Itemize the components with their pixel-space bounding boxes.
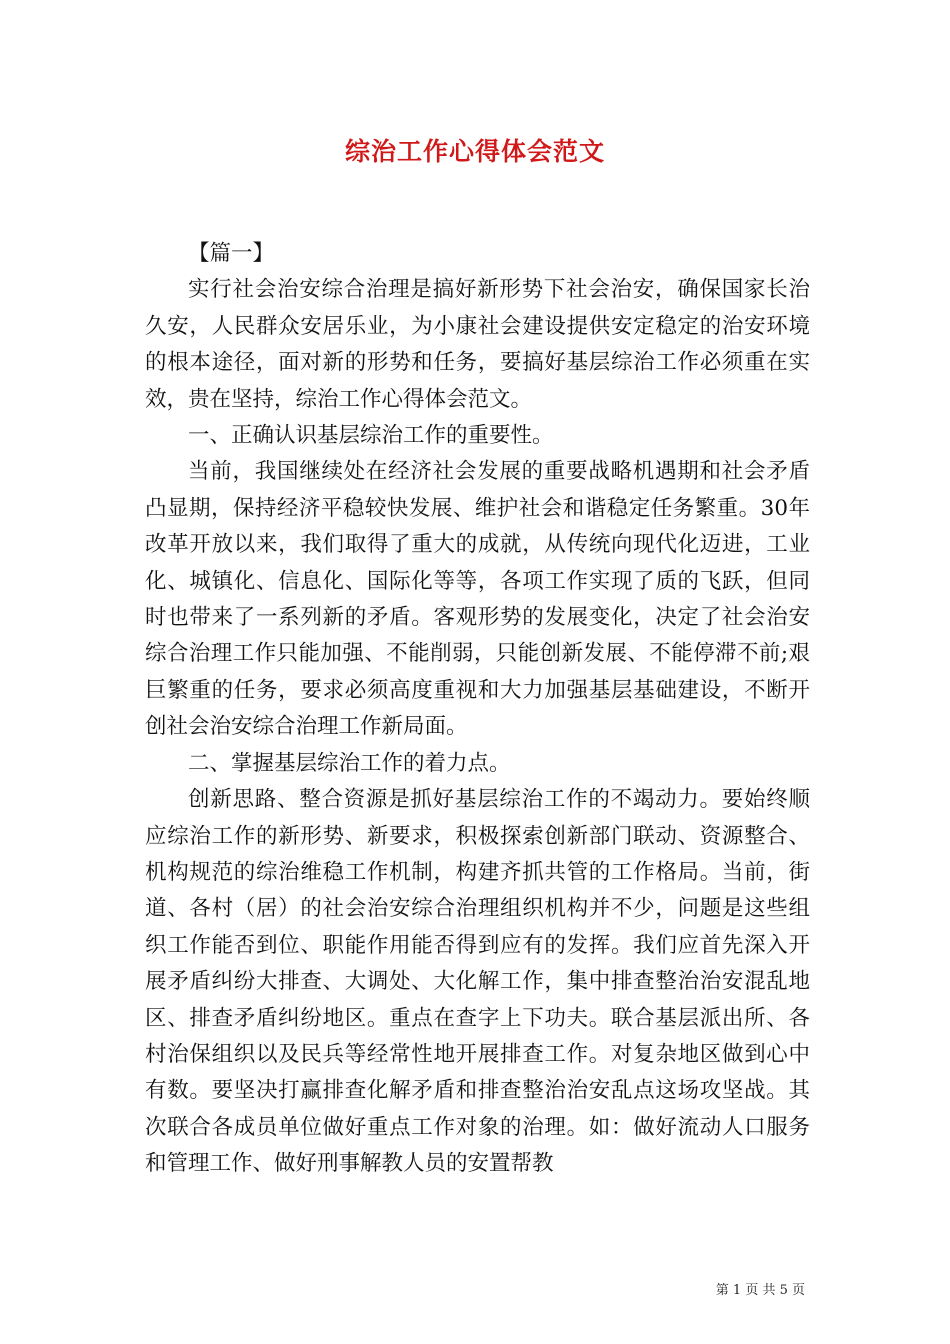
paragraph-section-two: 创新思路、整合资源是抓好基层综治工作的不竭动力。要始终顺应综治工作的新形势、新要求，积极探索创新部门联动、资源整合、机构规范的综治维稳工作机制，构建齐抓共管的工作格局。当前，街道、各村（居）的社会治安综合治理组织机构并不少，问题是这些组织工作能否到位、职能作用能否得到应有的发挥。我们应首先深入开展矛盾纠纷大排查、大调处、大化解工作，集中排查整治治安混乱地区、排查矛盾纠纷地区。重点在查字上下功夫。联合基层派出所、各村治保组织以及民兵等经常性地开展排查工作。对复杂地区做到心中有数。要坚决打赢排查化解矛盾和排查整治治安乱点这场攻坚战。其次联合各成员单位做好重点工作对象的治理。如：做好流动人口服务和管理工作、做好刑事解教人员的安置帮教	[145, 787, 810, 1177]
document-body	[145, 236, 810, 1183]
paragraph-section-one: 当前，我国继续处在经济社会发展的重要战略机遇期和社会矛盾凸显期，保持经济平稳较快发展、维护社会和谐稳定任务繁重。30年改革开放以来，我们取得了重大的成就，从传统向现代化迈进，工业化、城镇化、信息化、国际化等等，各项工作实现了质的飞跃，但同时也带来了一系列新的矛盾。客观形势的发展变化，决定了社会治安综合治理工作只能加强、不能削弱，只能创新发展、不能停滞不前;艰巨繁重的任务，要求必须高度重视和大力加强基层基础建设，不断开创社会治安综合治理工作新局面。	[145, 459, 810, 740]
heading-section-one: 一、正确认识基层综治工作的重要性。	[188, 423, 554, 449]
section-label: 【篇一】	[188, 241, 275, 266]
paragraph-intro: 实行社会治安综合治理是搞好新形势下社会治安，确保国家长治久安，人民群众安居乐业，为小康社会建设提供安定稳定的治安环境的根本途径，面对新的形势和任务，要搞好基层综治工作必须重在实效，贵在坚持，综治工作心得体会范文。	[145, 277, 810, 412]
document-title: 综治工作心得体会范文	[344, 137, 605, 166]
page-indicator: 第 1 页 共 5 页	[715, 1283, 805, 1298]
heading-section-two: 二、掌握基层综治工作的着力点。	[188, 750, 511, 776]
